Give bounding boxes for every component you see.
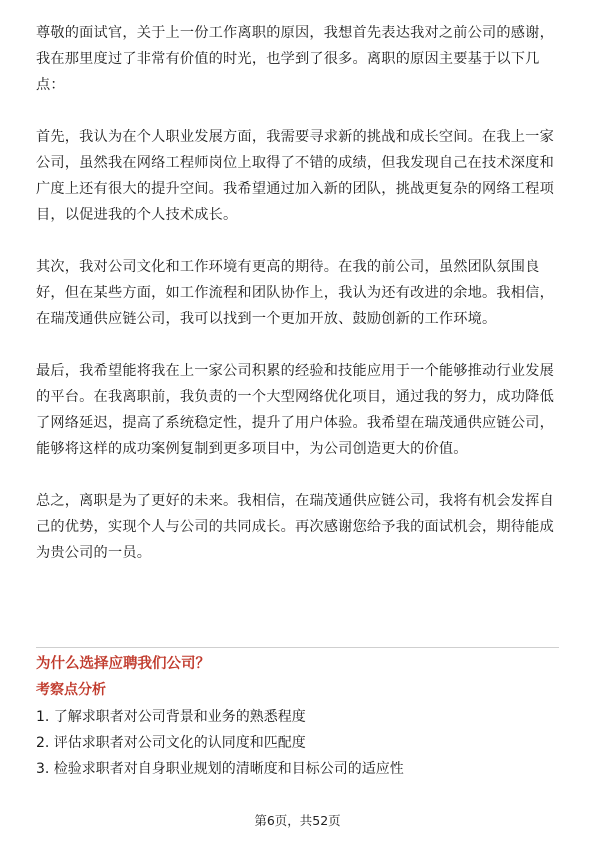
question-title: 为什么选择应聘我们公司？ [36, 656, 210, 672]
paragraph-intro: 尊敬的面试官，关于上一份工作离职的原因，我想首先表达我对之前公司的感谢， 我在那里度过了非常有价值的时光，也学到了很多。离职的原因主要基于以下几 点： [36, 25, 554, 93]
analysis-title: 考察点分析 [36, 682, 106, 698]
paragraph-first: 首先，我认为在个人职业发展方面，我需要寻求新的挑战和成长空间。在我上一家 公司，虽然我在网络工程师岗位上取得了不错的成绩，但我发现自己在技术深度和 广度上还有很大的提升空间。我希望通过加入新的团队，挑战更复杂的网络工程项 目，以促进我的个人技术成长。 [36, 129, 554, 223]
question-section [36, 652, 559, 782]
analysis-points [36, 704, 559, 782]
page-number: 第6页，共52页 [254, 813, 341, 828]
paragraph-last: 最后，我希望能将我在上一家公司积累的经验和技能应用于一个能够推动行业发展 的平台。在我离职前，我负责的一个大型网络优化项目，通过我的努力，成功降低 了网络延迟，提高了系统稳定性，提升了用户体验。我希望在瑞茂通供应链公司， 能够将这样的成功案例复制到更多项目中，为公司创造更大的价值。 [36, 363, 554, 457]
paragraph-conclusion: 总之，离职是为了更好的未来。我相信，在瑞茂通供应链公司，我将有机会发挥自 己的优势，实现个人与公司的共同成长。再次感谢您给予我的面试机会，期待能成 为贵公司的一员。 [36, 493, 554, 561]
section-divider [36, 647, 559, 648]
answer-body [36, 20, 559, 592]
paragraph-second: 其次，我对公司文化和工作环境有更高的期待。在我的前公司，虽然团队氛围良 好，但在某些方面，如工作流程和团队协作上，我认为还有改进的余地。我相信， 在瑞茂通供应链公司，我可以找到一个更加开放、鼓励创新的工作环境。 [36, 259, 554, 327]
list-item: 2. 评估求职者对公司文化的认同度和匹配度 [36, 735, 306, 751]
list-item: 3. 检验求职者对自身职业规划的清晰度和目标公司的适应性 [36, 761, 404, 777]
list-item: 1. 了解求职者对公司背景和业务的熟悉程度 [36, 709, 306, 725]
